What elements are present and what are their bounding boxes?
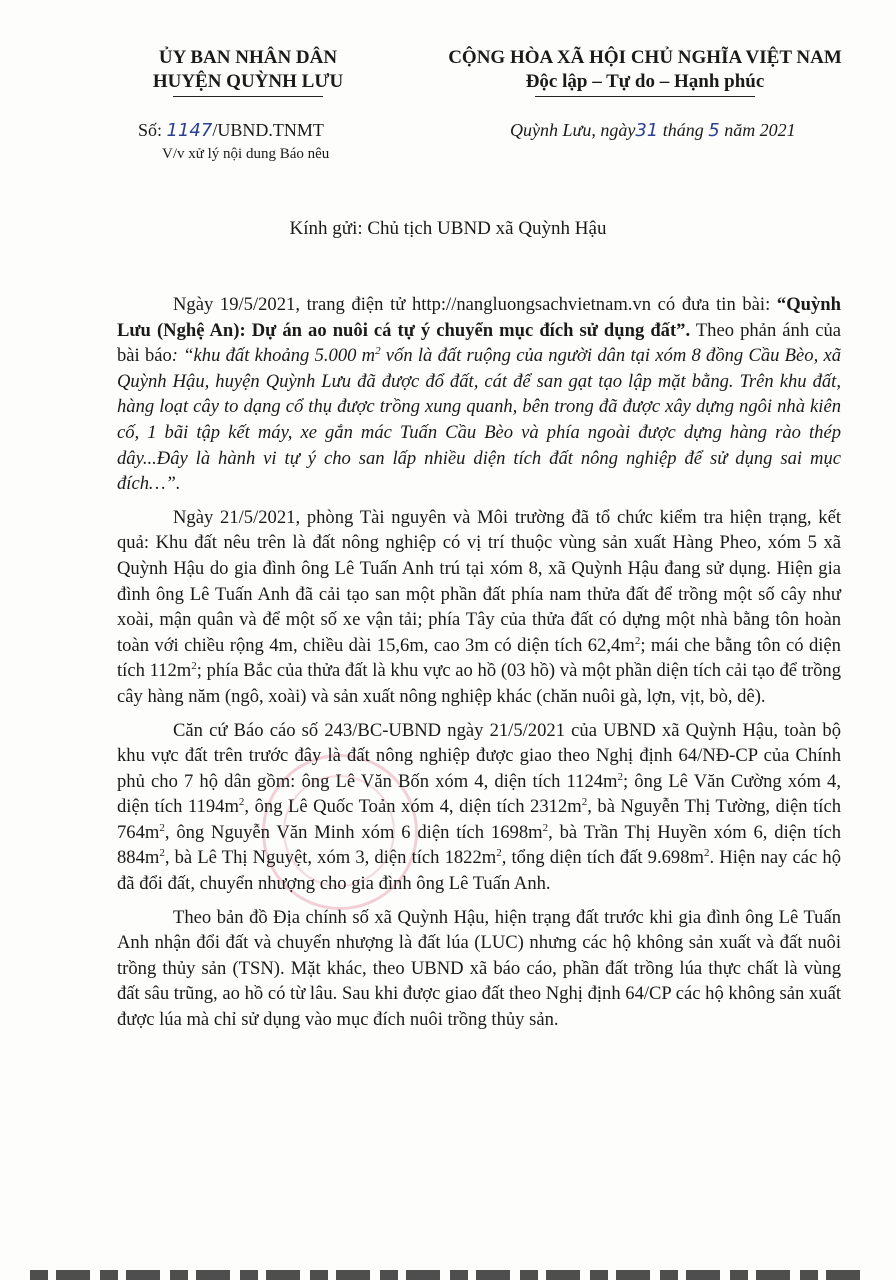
cropped-next-line: [30, 1270, 866, 1280]
p1-lead: Theo phản ánh của bài báo: [117, 319, 842, 367]
date-month: 5: [708, 120, 720, 141]
sup: 2: [581, 796, 588, 809]
date-month-label: tháng: [662, 120, 704, 140]
p3-g: , bà Lê Thị Nguyệt, xóm 3, diện tích 1822m: [164, 847, 497, 869]
issuer-underline: [173, 96, 323, 97]
date-prefix: Quỳnh Lưu, ngày: [510, 120, 636, 140]
p1-quote: [117, 345, 841, 494]
sup: 2: [375, 345, 381, 357]
sup: 2: [496, 847, 502, 860]
p2-b: ; mái che bằng tôn có diện tích 112m: [117, 634, 841, 682]
p1-quote-a: : “khu đất khoảng 5.000 m: [171, 345, 376, 367]
document-date: [510, 120, 796, 141]
p2-c: ; phía Bắc của thửa đất là khu vực ao hồ (03 hồ) và một phần diện tích cải tạo để trồng cây hàng năm (ngô, xoài) và sản xuất nông nghiệp khác (chăn nuôi gà, lợn, vịt, bò, dê).: [117, 660, 841, 707]
p3-h: , tổng diện tích đất 9.698m: [501, 847, 704, 869]
p3-c: , ông Lê Quốc Toản xóm 4, diện tích 2312m: [244, 796, 582, 818]
p3-b: ; ông Lê Văn Cường xóm 4, diện tích 1194m: [117, 770, 841, 818]
so-prefix: Số:: [138, 120, 163, 140]
p1-intro: Ngày 19/5/2021, trang điện tử http://nangluongsachvietnam.vn có đưa tin bài:: [173, 294, 771, 315]
document-number: [138, 120, 324, 141]
sup: 2: [159, 821, 165, 834]
motto-underline: [535, 96, 755, 97]
document-body: [117, 292, 841, 1041]
paragraph-4: Theo bản đồ Địa chính số xã Quỳnh Hậu, hiện trạng đất trước khi gia đình ông Lê Tuấn Anh nhận đổi đất và chuyển nhượng là đất lúa (LUC) nhưng các hộ không sản xuất và đất nuôi trồng thủy sản (TSN). Mặt khác, theo UBND xã báo cáo, phần đất trồng lúa thực chất là vùng đất sâu trũng, ao hồ có từ lâu. Sau khi được giao đất theo Nghị định 64/CP các hộ không sản xuất được lúa mà chỉ sử dụng vào mục đích nuôi trồng thủy sản.: [117, 906, 841, 1031]
so-suffix: /UBND.TNMT: [212, 120, 324, 140]
paragraph-2: [117, 505, 841, 710]
p2-a: Ngày 21/5/2021, phòng Tài nguyên và Môi trường đã tổ chức kiểm tra hiện trạng, kết quả: Khu đất nêu trên là đất nông nghiệp có vị trí thuộc vùng sản xuất Hàng Pheo, xóm 5 xã Quỳnh Hậu do gia đình ông Lê Tuấn Anh trú tại xóm 8, xã Quỳnh Hậu đang sử dụng. Hiện gia đình ông Lê Tuấn Anh đã cải tạo san một phần đất phía nam thửa đất để trồng một số cây như xoài, mận quân và để một số xe vận tải; phía Tây của thửa đất có dựng một nhà bằng tôn hoàn toàn với chiều rộng 4m, chiều dài 15,6m, cao 3m có diện tích 62,4m: [117, 506, 841, 656]
sup: 2: [634, 634, 641, 647]
p3-d: , bà Nguyễn Thị Tường, diện tích 764m: [117, 796, 842, 843]
national-title: CỘNG HÒA XÃ HỘI CHỦ NGHĨA VIỆT NAM: [448, 47, 842, 68]
date-day: 31: [635, 120, 659, 141]
paragraph-3: [117, 718, 841, 897]
article-title: “Quỳnh Lưu (Nghệ An): Dự án ao nuôi cá tự ý chuyển mục đích sử dụng đất”.: [117, 294, 841, 341]
sup: 2: [238, 796, 245, 809]
paragraph-1: [117, 292, 841, 497]
p3-e: , ông Nguyễn Văn Minh xóm 6 diện tích 1698m: [164, 821, 543, 843]
date-year: năm 2021: [724, 120, 796, 140]
so-handwritten-number: 1147: [166, 120, 213, 141]
p3-a: Căn cứ Báo cáo số 243/BC-UBND ngày 21/5/2021 của UBND xã Quỳnh Hậu, toàn bộ khu vực đất trên trước đây là đất nông nghiệp được giao theo Nghị định 64/NĐ-CP của Chính phủ cho 7 hộ dân gồm: ông Lê Văn Bốn xóm 4, diện tích 1124m: [117, 719, 841, 792]
sup: 2: [617, 770, 623, 783]
issuer-line-2: HUYỆN QUỲNH LƯU: [152, 71, 344, 92]
sup: 2: [191, 660, 197, 673]
p1-quote-b: vốn là đất ruộng của người dân tại xóm 8 đồng Cầu Bèo, xã Quỳnh Hậu, huyện Quỳnh Lưu đã được đổ đất, cát để san gạt tạo lập mặt bằng. Trên khu đất, hàng loạt cây to dạng cổ thụ được trồng xung quanh, bên trong đã được xây dựng ngôi nhà kiên cố, 1 bãi tập kết máy, xe gắn mác Tuấn Cầu Bèo và phía ngoài được dựng hàng rào thép dây...Đây là hành vi tự ý cho san lấp nhiều diện tích đất nông nghiệp để sử dụng sai mục đích…”.: [117, 345, 841, 495]
sup: 2: [542, 821, 549, 834]
national-motto: Độc lập – Tự do – Hạnh phúc: [525, 71, 765, 92]
national-header: [410, 46, 880, 97]
issuer-header: [98, 46, 398, 97]
sup: 2: [704, 847, 710, 860]
issuer-line-1: ỦY BAN NHÂN DÂN: [158, 47, 338, 68]
p3-f: , bà Trần Thị Huyền xóm 6, diện tích 884m: [117, 821, 842, 869]
document-subject: V/v xử lý nội dung Báo nêu: [162, 146, 330, 162]
sup: 2: [159, 847, 165, 860]
p3-i: . Hiện nay các hộ đã đổi đất, chuyển nhượng cho gia đình ông Lê Tuấn Anh.: [117, 847, 842, 895]
recipient-line: Kính gửi: Chủ tịch UBND xã Quỳnh Hậu: [289, 218, 607, 239]
